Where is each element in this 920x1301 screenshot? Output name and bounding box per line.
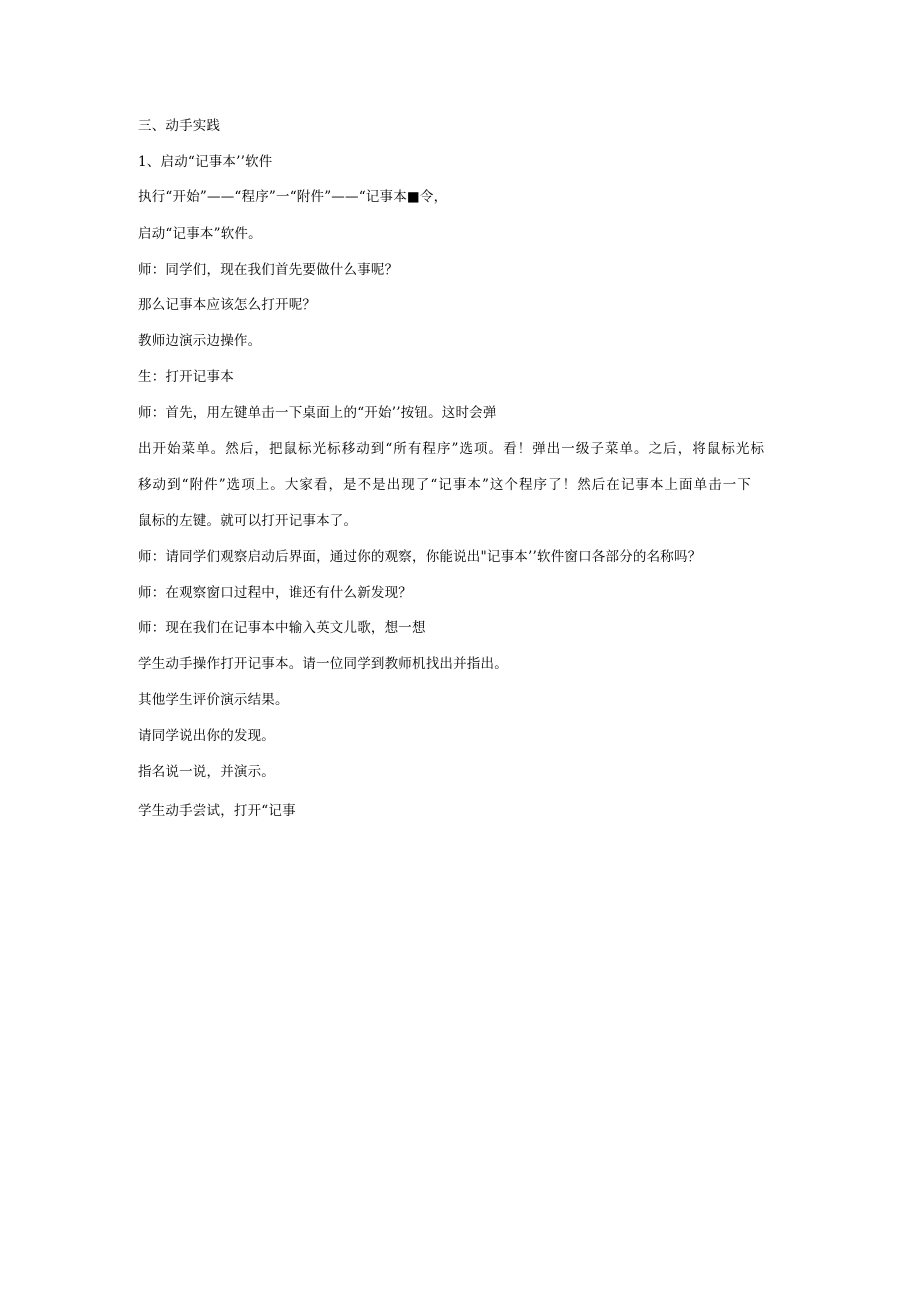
- step-heading: 1、启动“记事本’’软件: [138, 154, 273, 170]
- text-line: 师：现在我们在记事本中输入英文儿歌，想一想: [138, 620, 426, 636]
- text-line: 启动“记事本”软件。: [138, 226, 262, 242]
- text-line: 指名说一说，并演示。: [138, 764, 275, 780]
- text-line: 师：在观察窗口过程中，谁还有什么新发现？: [138, 585, 412, 601]
- text-line: 执行“开始”——“程序”一“附件”——“记事本■令，: [138, 189, 448, 205]
- text-line: 师：请同学们观察启动后界面，通过你的观察，你能说出"记事本’’软件窗口各部分的名称吗？: [138, 549, 702, 565]
- text-line: 师：首先，用左键单击一下桌面上的“开始’’按钮。这时会弹: [138, 405, 497, 421]
- text-line: 学生动手操作打开记事本。请一位同学到教师机找出并指出。: [138, 656, 508, 672]
- section-heading: 三、动手实践: [138, 118, 221, 134]
- paragraph-line: 出开始菜单。然后，把鼠标光标移动到“所有程序”选项。看！弹出一级子菜单。之后，将鼠标光标: [138, 441, 766, 457]
- text-line: 教师边演示边操作。: [138, 333, 262, 349]
- text-line: 那么记事本应该怎么打开呢？: [138, 297, 317, 313]
- paragraph-line: 移动到“附件”选项上。大家看，是不是出现了“记事本”这个程序了！然后在记事本上面单击一下: [138, 477, 752, 493]
- text-line: 师：同学们，现在我们首先要做什么事呢？: [138, 262, 399, 278]
- text-line: 其他学生评价演示结果。: [138, 692, 289, 708]
- text-line: 生：打开记事本: [138, 369, 234, 385]
- text-line: 请同学说出你的发现。: [138, 728, 275, 744]
- paragraph-line: 鼠标的左键。就可以打开记事本了。: [138, 513, 358, 529]
- text-line: 学生动手尝试，打开“记事: [138, 803, 296, 819]
